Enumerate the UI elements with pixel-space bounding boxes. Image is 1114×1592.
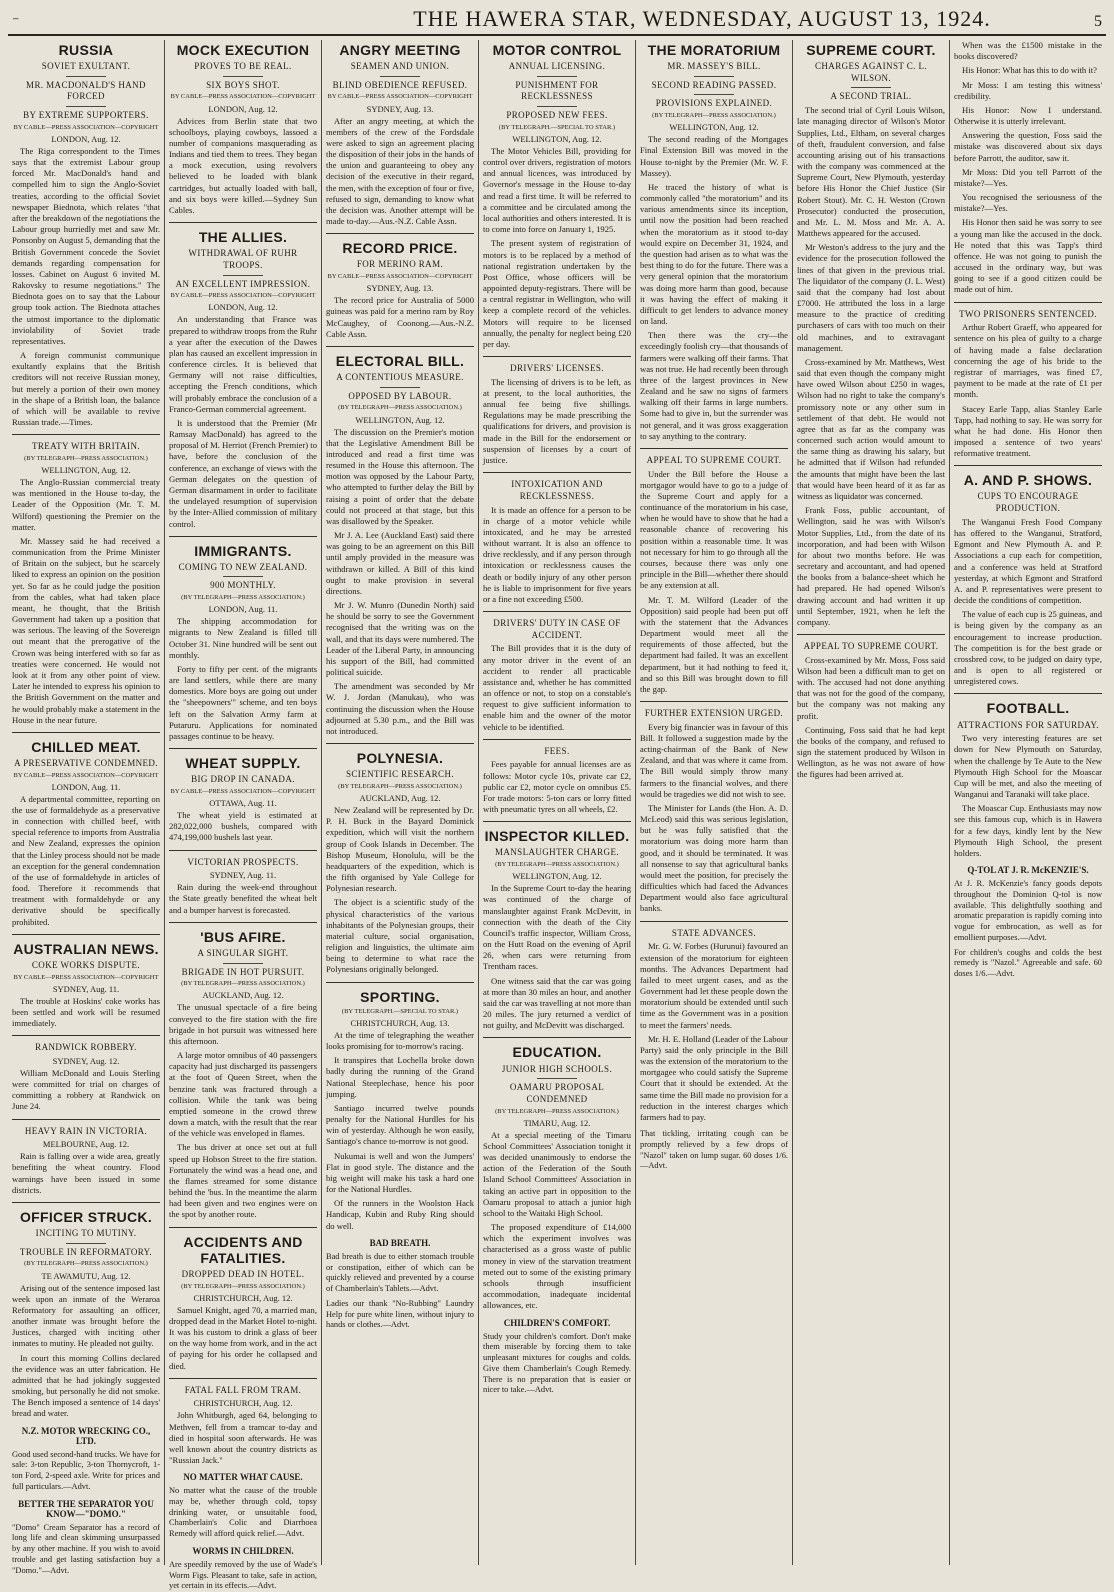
column-6 (793, 40, 950, 1565)
deck-divider (223, 963, 263, 964)
article-subheading: SOVIET EXULTANT. (41, 61, 131, 72)
article-subheading: OAMARU PROPOSAL CONDEMNED (509, 1082, 605, 1104)
wire-credit: BY CABLE—PRESS ASSOCIATION—COPYRIGHT (327, 273, 473, 281)
article-paragraph: It is understood that the Premier (Mr Ramsay MacDonald) has agreed to the proposal of M. Herriot (French Premier) to have, before the conclusion of the conference, an exchange of views with the German delegates on the question of German disarmament in order to facilitate the undelayed resumption of supervision by the Inter-Allied commission of military control. (169, 417, 317, 529)
advertisement-text: Bad breath is due to either stomach trouble or constipation, either of which can be quickly relieved and prevented by a course of Chamberlain's Tablets.—Advt. (326, 1251, 474, 1294)
wire-credit: BY CABLE—PRESS ASSOCIATION—COPYRIGHT (13, 973, 159, 981)
article-paragraph: Under the Bill before the House a mortgagor would have to go to a judge of the Supreme Court and apply for a continuance of the moratorium in his case, when he would have to show that he had a reasonable chance of recovering his position within a reasonable time. It was not necessary for him to go through all the courses, because there was only one principle in the Bill—whether there should be any extension at all. (640, 468, 788, 591)
article-subheading: DROPPED DEAD IN HOTEL. (181, 1268, 305, 1279)
dateline: LONDON, Aug. 11. (208, 604, 278, 615)
article-paragraph: After an angry meeting, at which the members of the crew of the Fordsdale were asked to sign an agreement placing the disposition of their jobs in the hands of the union and guaranteeing to obey any decision of the executive in their regard, the men, with the exception of four or five, refused to sign, demanding to know what the decision was. Another attempt will be made to-day.—Aus.-N.Z. Cable Assn. (326, 115, 474, 227)
advertisement-text: At J. R. McKenzie's fancy goods depots throughout the Dominion Q-tol is now available. This delightfully soothing and aromatic preparation is rapidly coming into vogue for embrocation, as well as for emollient purposes.—Advt. (954, 879, 1102, 942)
article-paragraph: The Wanganui Fresh Food Company has offered to the Wanganui, Stratford, Egmont and New Plymouth A. and P. Associations a cup each for competition, and a conference was held at Stratford yesterday, at which Egmont and Stratford A. and P. representatives were present to decide the conditions of competition. (954, 516, 1102, 606)
article (169, 1378, 317, 1467)
advertisement-title: WORMS IN CHILDREN. (192, 1545, 294, 1556)
masthead-title: THE HAWERA STAR, WEDNESDAY, AUGUST 13, 1924. (413, 6, 991, 31)
article (326, 346, 474, 737)
wire-credit: BY CABLE—PRESS ASSOCIATION—COPYRIGHT (13, 771, 159, 779)
article-paragraph: His Honor: Now I understand. Otherwise it is utterly irrelevant. (954, 104, 1102, 127)
article-subheading: HEAVY RAIN IN VICTORIA. (24, 1125, 148, 1136)
article-headline: RUSSIA (58, 42, 114, 58)
article-paragraph: Stacey Earle Tapp, alias Stanley Earle Tapp, had nothing to say. He was sorry for what he had done. His Honor then imposed a sentence of two years' reformative treatment. (954, 403, 1102, 459)
article-paragraph: Frank Foss, public accountant, of Wellington, said he was with Wilson's Motor Supplies, Ltd., from the date of its incorporation, and had been with Wilson for about two months before. He was secretary and accountant, and had opened the books from a balance-sheet which he had prepared. He had opened Wilson's drawing account and had written it up until September, 1921, when he left the company. (797, 505, 945, 627)
article-paragraph: The Anglo-Russian commercial treaty was mentioned in the House to-day, the Leader of the Opposition (Mr. T. M. Wilford) questioning the Premier on the matter. (12, 477, 160, 532)
article-paragraph: Mr J. A. Lee (Auckland East) said there was going to be an agreement on this Bill until amply provided in the measure was withdrawn or killed. A Bill of this kind ought to make provision in several directions. (326, 530, 474, 596)
wire-credit: (BY TELEGRAPH.—SPECIAL TO STAR.) (341, 1007, 459, 1015)
article-subheading: FATAL FALL FROM TRAM. (184, 1384, 302, 1395)
article-headline: 'BUS AFIRE. (200, 928, 286, 945)
article-paragraph: Of the runners in the Woolston Hack Handicap, Kubin and Ruby Ring should do well. (326, 1198, 474, 1231)
article-paragraph: A departmental committee, reporting on the use of formaldehyde as a preservative in connection with chilled beef, with special reference to imports from Australia and New Zealand, expresses the opinion that the Linley process should not be made an exception for the general condemnation of the use of formaldehyde in articles of food. Therefore it recommends that treatment with formaldehyde or any derivative should be specifically prohibited. (12, 793, 160, 927)
article-paragraph: The value of each cup is 25 guineas, and is being given by the company as an encouragement to increase production. The competition is for the best grade or crossbred cow, to be judged on dairy type, and is open to all registered or unregistered cows. (954, 609, 1102, 687)
article-subheading: TROUBLE IN REFORMATORY. (19, 1246, 153, 1257)
dateline: SYDNEY, Aug. 13. (366, 283, 434, 294)
article-paragraph: Mr. T. M. Wilford (Leader of the Opposition) said people had been put off with the statement that the Advances Department would meet all the requirements of those affected, but the department had failed. It was an excellent department, but it had nothing to feed it, and so this Bill was brought down to fill the gap. (640, 594, 788, 694)
article-paragraph: A foreign communist communique exultantly explains that the British creditors will not receive Russian money, but merely a portion of their own money in the shape of a British loan, the balance of which will be available to revive Russian trade.—Times. (12, 350, 160, 428)
article-paragraph: It is made an offence for a person to be in charge of a motor vehicle while intoxicated, and he may be arrested without warrant. It is also an offence to drive recklessly, and if any person through intoxication or recklessness causes the death or bodily injury of any other person he is liable to imprisonment for five years or a fine not exceeding £500. (483, 504, 631, 604)
wire-credit: (BY TELEGRAPH—PRESS ASSOCIATION.) (338, 782, 462, 790)
deck-divider (66, 106, 106, 107)
dateline: WELLINGTON, Aug. 12. (512, 871, 602, 882)
article-paragraph: You recognised the seriousness of the mistake?—Yes. (954, 192, 1102, 214)
article-subheading: APPEAL TO SUPREME COURT. (646, 454, 782, 465)
article-paragraph: Mr. H. E. Holland (Leader of the Labour Party) said the only principle in the Bill was the extension of the moratorium to the mortgagee who could satisfy the Supreme Court that it should be extended. At the same time the Bill made no provision for a reduction in the interest charges which farmers had to pay. (640, 1033, 788, 1122)
article (797, 42, 945, 628)
article (169, 222, 317, 530)
advertisement-title: Q-TOL AT J. R. McKENZIE'S. (967, 865, 1089, 876)
dateline: SYDNEY, Aug. 13. (366, 103, 434, 114)
article (12, 934, 160, 1029)
deck-divider (380, 76, 420, 77)
article-paragraph: Arthur Robert Graeff, who appeared for sentence on his plea of guilty to a charge of having made a false declaration concerning the age of his bride to the registrar of marriages, was fined £7, payment to be made at the rate of £1 per month. (954, 322, 1102, 400)
article-subheading: SECOND READING PASSED. (651, 79, 777, 90)
article (954, 302, 1102, 460)
article-paragraph: Two very interesting features are set down for New Plymouth on Saturday, when the challenge by Te Aute to the New Plymouth High School for the Moascar Cup will be met, and also the meeting of Wanganui and Taranaki will take place. (954, 733, 1102, 800)
advertisement-title: CHILDREN'S COMFORT. (503, 1317, 611, 1328)
article-subheading: RANDWICK ROBBERY. (35, 1042, 137, 1053)
article (640, 921, 788, 1123)
article-paragraph: Mr Weston's address to the jury and the evidence for the prosecution followed the lines of that given in the previous trial. The liquidator of the company (J. L. West) said that the company had lost about £7000. He attributed the loss in a large measure to the practice of crediting purchasers of cars with too much on their old machines, and to extravagant management. (797, 242, 945, 353)
article-paragraph: The Moascar Cup. Enthusiasts may now see this famous cup, which is in Hawera for a few days, kindly lent by the New Plymouth High School, the present holders. (954, 803, 1102, 858)
article-subheading: DRIVERS' DUTY IN CASE OF ACCIDENT. (493, 618, 621, 640)
article-paragraph: Mr Moss: Did you tell Parrott of the mistake?—Yes. (954, 166, 1102, 188)
article-paragraph: He traced the history of what is commonly called "the moratorium" and its various amendments since its inception, until now the position had been reached when the moratorium as it stood to-day would expire on December 31, 1924, and the question had arisen as to what was the best thing to do for the future. There was a very general opinion that the moratorium was doing more harm than good, because it was having the effect of making it difficult to get lenders to advance money on land. (640, 181, 788, 327)
article-headline: INSPECTOR KILLED. (484, 828, 630, 845)
article-subheading: SEAMEN AND UNION. (350, 61, 450, 72)
article-paragraph: The second reading of the Mortgages Final Extension Bill was moved in the House to-night by the Premier (Mr. W. F. Massey). (640, 134, 788, 178)
article (640, 701, 788, 915)
article-paragraph: The record price for Australia of 5000 guineas was paid for a merino ram by Roy McCaughey, of Coonong.—Aus.-N.Z. Cable Assn. (326, 295, 474, 339)
column-7 (950, 40, 1106, 1565)
masthead (8, 6, 1106, 36)
article-paragraph: The bus driver at once set out at full speed up Hobson Street to the fire station. Fortunately the wind was a head one, and the flames streamed for some distance behind the 'bus. In the meantime the alarm had been given and two engines were on the spot by another route. (169, 1142, 317, 1220)
article-subheading: A SECOND TRIAL. (830, 91, 912, 102)
article-paragraph: An understanding that France was prepared to withdraw troops from the Ruhr a year after the execution of the Dawes plan has caused an excellent impression in conference circles. It is believed that Germany will not raise difficulties, accepting the French conditions, which will probably embrace the conclusion of a Franco-German commercial agreement. (169, 314, 317, 414)
dateline: WELLINGTON, Aug. 12. (512, 133, 602, 144)
article-paragraph: In court this morning Collins declared the evidence was an utter fabrication. He admitted that he had jokingly suggested smoking, but personally he did not smoke. The Bench imposed a sentence of 14 days' bread and water. (12, 1352, 160, 1419)
wire-credit: BY CABLE—PRESS ASSOCIATION—COPYRIGHT (170, 93, 316, 101)
article-paragraph: Every big financier was in favour of this Bill. It followed a suggestion made by the acting-chairman of the Bank of New Zealand, and that was where it came from. The Bill would simply throw many farmers to the financial wolves, and there would be tragedies we did not wish to see. (640, 721, 788, 799)
article-subheading: SIX BOYS SHOT. (206, 79, 280, 90)
article (12, 732, 160, 928)
article-headline: ACCIDENTS AND FATALITIES. (183, 1233, 303, 1266)
article-paragraph: Nukumai is well and won the Jumpers' Flat in good style. The distance and the big weight will make his task a hard one for the National Hurdles. (326, 1150, 474, 1195)
article-paragraph: The present system of registration of motors is to be replaced by a method of national registration undertaken by the Post Office, whose officers will be appointed deputy-registrars. There will be a central registrar in Wellington, who will keep a complete record of the vehicles. Motors will require to be licensed annually, the penalty for neglect being £20 per day. (483, 238, 631, 349)
article-subheading: OPPOSED BY LABOUR. (348, 390, 452, 401)
dateline: TIMARU, Aug. 12. (523, 1117, 591, 1128)
wire-credit: BY CABLE—PRESS ASSOCIATION—COPYRIGHT (327, 93, 473, 101)
article-headline: POLYNESIA. (356, 750, 444, 767)
article-paragraph: Mr. Massey said he had received a communication from the Prime Minister of Britain on the subject, but he scarcely liked to express an opinion on the position yet. So far as he could judge the position from the cables, what had taken place meant, he thought, that the British Government had taken up a position that was serious. The leaving of the Sovereign out meant that the prerogative of the Crown was being interfered with so far as treaties were concerned. He would not look at it from any other point of view. Later he intended to express his opinion to the British Government on the matter and he would probably make a statement in the House in the near future. (12, 535, 160, 725)
article-subheading: JUNIOR HIGH SCHOOLS. (501, 1063, 613, 1074)
article (483, 472, 631, 605)
article-subheading: DRIVERS' LICENSES. (510, 363, 604, 374)
article (169, 850, 317, 916)
article (954, 693, 1102, 859)
article-paragraph: Arising out of the sentence imposed last week upon an inmate of the Weraroa Reformatory for assaulting an officer, another inmate was brought before the Justices, charged with inciting other inmates to mutiny. He pleaded not guilty. (12, 1282, 160, 1349)
dateline: CHRISTCHURCH, Aug. 12. (193, 1398, 293, 1409)
article-paragraph: Cross-examined by Mr. Matthews, West said that even though the company might have owed Wilson about £250 in wages, Wilson had no right to take the company's promissory note or any other sum in settlement of that debt. He would not agree that as far as the company was concerned such action would amount to the same thing as drawing his salary, but he admitted that if Wilson had refunded the amounts that might have been the last that would have been heard of it as far as witness as liquidator was concerned. (797, 356, 945, 501)
article-paragraph: A large motor omnibus of 40 passengers capacity had just discharged its passengers at the foot of Queen Street, when the benzine tank was fractured through a collision. While the tank was being emptied someone in the crowd threw down a match, with the result that the rear of the vehicle was enveloped in flames. (169, 1050, 317, 1139)
advertisement-text: Ladies our thank "No-Rubbing" Laundry Help for pure white linen, without injury to hands or clothes.—Advt. (326, 1298, 474, 1330)
article-subheading: MR. MACDONALD'S HAND FORCED (26, 79, 146, 102)
article-paragraph: The Bill provides that it is the duty of any motor driver in the event of an accident to render all practicable assistance and, whether he has committed an offence or not, to stop on a constable's request to give sufficient information to enable him and the owner of the motor vehicle to be identified. (483, 643, 631, 732)
article-paragraph: The discussion on the Premier's motion that the Legislative Amendment Bill be introduced and read a first time was resumed in the House this afternoon. The motion was opposed by the Labour Party, who attempted to further delay the Bill by raising a point of order that the debate could not proceed at that stage, but this was disallowed by the Speaker. (326, 426, 474, 526)
article-subheading: STATE ADVANCES. (671, 927, 757, 938)
wire-credit: (BY TELEGRAPH—PRESS ASSOCIATION.) (24, 1260, 148, 1268)
article-headline: ANGRY MEETING (339, 42, 461, 58)
article-paragraph: The amendment was seconded by Mr W. J. Jordan (Manukau), who was continuing the discussion when the House adjourned at 5.30 p.m., and the Bill was not introduced. (326, 681, 474, 736)
article-subheading: BLIND OBEDIENCE REFUSED. (332, 79, 468, 90)
dateline: TE AWAMUTU, Aug. 12. (41, 1270, 131, 1281)
article-subheading: COKE WORKS DISPUTE. (31, 959, 141, 970)
article-subheading: ATTRACTIONS FOR SATURDAY. (957, 719, 1099, 730)
article-paragraph: His Honor: What has this to do with it? (962, 65, 1097, 76)
dateline: LONDON, Aug. 11. (51, 781, 121, 792)
article-paragraph: The licensing of drivers is to be left, as at present, to the local authorities, the annual fee being five shillings. Regulations may be made prescribing the qualifications for drivers, and provision is made in the Bill for the endorsement or suspension of licenses by a court of justice. (483, 376, 631, 465)
article (640, 42, 788, 442)
advertisement-title: BAD BREATH. (369, 1237, 431, 1248)
article (483, 356, 631, 466)
article-paragraph: The Riga correspondent to the Times says that the extremist Labour group forced Mr. MacDonald's hand and compelled him to sign the Anglo-Soviet treaties, according to the official Soviet newspaper Biednota, which relates "that after the breakdown of the negotiations the Labour group hurriedly met and saw Mr. Ponsonby on August 5, demanding that the British Government concede the Soviet demands regarding compensation for losses. Cabinet on August 6 invited M. Rakovsky to resume negotiations." The Biednota goes on to say that the Labour group took action. The Biednota attaches the utmost importance to the diplomatic inviolability of Soviet trade representatives. (12, 145, 160, 346)
advertisement-text: Study your children's comfort. Don't make them miserable by forcing them to take unpleasant mixtures for coughs and colds. Give them Chamberlain's Cough Remedy. There is no preparation that is easier or nicer to take.—Advt. (483, 1331, 631, 1395)
article-paragraph: Samuel Knight, aged 70, a married man, dropped dead in the Market Hotel to-night. It was his custom to drink a glass of beer on the way home from work, and in the act of paying for his order he collapsed and died. (169, 1304, 317, 1371)
article-subheading: TWO PRISONERS SENTENCED. (959, 308, 1097, 319)
article (12, 1119, 160, 1196)
dateline: AUCKLAND, Aug. 12. (359, 793, 441, 804)
article-subheading: WITHDRAWAL OF RUHR TROOPS. (188, 248, 298, 270)
dateline: WELLINGTON, Aug. 12. (355, 414, 445, 425)
article (797, 634, 945, 781)
article (483, 1037, 631, 1311)
article-paragraph: At a special meeting of the Timaru School Committees' Association tonight it was decided unanimously to endorse the action of the Federation of the South Island School Committees' Association in taking an active part in opposition to the Oamaru proposal to attach a junior high school to the Waitaki High School. (483, 1129, 631, 1218)
article-subheading: FOR MERINO RAM. (356, 259, 444, 270)
wire-credit: (BY TELEGRAPH—PRESS ASSOCIATION.) (181, 980, 305, 988)
column-4 (479, 40, 636, 1565)
article-subheading: FURTHER EXTENSION URGED. (644, 708, 784, 719)
article-headline: OFFICER STRUCK. (19, 1209, 153, 1225)
article (169, 42, 317, 216)
article (483, 611, 631, 733)
article-subheading: SCIENTIFIC RESEARCH. (345, 769, 454, 780)
article-headline: THE MORATORIUM (647, 42, 781, 58)
article-headline: WHEAT SUPPLY. (185, 755, 301, 772)
deck-divider (537, 1078, 577, 1079)
article (12, 434, 160, 726)
wire-credit: BY CABLE—PRESS ASSOCIATION—COPYRIGHT (13, 123, 159, 131)
article (169, 922, 317, 1221)
article-paragraph: The wheat yield is estimated at 282,022,000 bushels, compared with 474,199,000 bushels last year. (169, 810, 317, 843)
article-subheading: PUNISHMENT FOR RECKLESSNESS (515, 79, 599, 102)
article-paragraph: The second trial of Cyril Louis Wilson, late managing director of Wilson's Motor Supplies, Ltd., Eltham, on several charges of theft, fraudulent conversion, and false accounting arising out of his transactions with the company was commenced at the Supreme Court, New Plymouth, yesterday before His Honor the Chief Justice (Sir Robert Stout). Mr. C. H. Weston (Crown Prosecutor) conducted the prosecution, and Mr. L. M. Moss and Mr. A. A. Matthews appeared for the accused. (797, 105, 945, 239)
article (169, 748, 317, 843)
dateline: SYDNEY, Aug. 11. (52, 983, 120, 994)
deck-divider (66, 76, 106, 77)
article (483, 739, 631, 816)
article-subheading: COMING TO NEW ZEALAND. (178, 561, 308, 572)
article-paragraph: Rain during the week-end throughout the State greatly benefited the wheat belt and a bumper harvest is forecasted. (169, 882, 317, 915)
article (326, 982, 474, 1232)
advertisement-title: NO MATTER WHAT CAUSE. (183, 1472, 303, 1483)
article-paragraph: Santiago incurred twelve pounds penalty for the National Hurdles for his win of yesterday. Although he won easily, Santiago's chance to-morrow is not good. (326, 1102, 474, 1147)
deck-divider (223, 76, 263, 77)
article-subheading: A PRESERVATIVE CONDEMNED. (14, 757, 158, 768)
wire-credit: BY CABLE—PRESS ASSOCIATION—COPYRIGHT (170, 292, 316, 300)
article-subheading: INTOXICATION AND RECKLESSNESS. (511, 479, 603, 501)
masthead-ornament: ⁻ (12, 15, 20, 30)
article-subheading: FEES. (544, 745, 570, 756)
article-subheading: BY EXTREME SUPPORTERS. (23, 110, 149, 121)
advertisement-title: N.Z. MOTOR WRECKING CO., LTD. (21, 1425, 151, 1446)
column-1 (8, 40, 165, 1575)
dateline: SYDNEY, Aug. 11. (209, 870, 277, 881)
article-subheading: AN EXCELLENT IMPRESSION. (175, 278, 311, 289)
article-headline: SUPREME COURT. (806, 42, 936, 58)
article-paragraph: Continuing, Foss said that he had kept the books of the company, and refused to sign the statement produced by Wilson in Wellington, as he was not aware of how the figures had been arrived at. (797, 724, 945, 780)
article-headline: ELECTORAL BILL. (335, 352, 465, 369)
dateline: LONDON, Aug. 12. (51, 133, 121, 144)
article-paragraph: Mr J. W. Munro (Dunedin North) said he should be sorry to see the Government recognised that the writing was on the wall, and that its days were numbered. The Leader of the Liberal Party, in announcing his support of the Bill, had committed political suicide. (326, 600, 474, 678)
dateline: SYDNEY, Aug. 12. (52, 1055, 120, 1066)
article-paragraph: When was the £1500 mistake in the books discovered? (954, 40, 1102, 62)
advertisement-text: That tickling, irritating cough can be promptly relieved by a few drops of "Nazol" taken on lump sugar. 60 doses 1/6.—Advt. (640, 1129, 788, 1171)
article-subheading: MANSLAUGHTER CHARGE. (494, 847, 619, 858)
wire-credit: (BY TELEGRAPH—PRESS ASSOCIATION.) (652, 112, 776, 120)
wire-credit: (BY TELEGRAPH—PRESS ASSOCIATION.) (24, 454, 148, 462)
article-paragraph: Answering the question, Foss said the mistake was discovered about six days before Parrott, the auditor, saw it. (954, 130, 1102, 163)
dateline: LONDON, Aug. 12. (208, 302, 278, 313)
page-number: 5 (1094, 13, 1102, 30)
dateline: CHRISTCHURCH, Aug. 12. (193, 1292, 293, 1303)
dateline: WELLINGTON, Aug. 12. (669, 122, 759, 133)
article (326, 42, 474, 227)
deck-divider (66, 1243, 106, 1244)
advertisement-title: BETTER THE SEPARATOR YOU KNOW—"DOMO." (18, 1498, 154, 1519)
article-paragraph: In the Supreme Court to-day the hearing was continued of the charge of manslaughter against Frank McDevitt, in connection with the death of the City Council's traffic inspector, William Cross, on the Hutt Road on the evening of April 26, when cars were returning from Trentham races. (483, 883, 631, 972)
advertisement-text: "Domo" Cream Separator has a record of long life and clean skimming unsurpassed by any other machine. If you wish to avoid trouble and get lasting satisfaction buy a "Domo."—Advt. (12, 1522, 160, 1575)
article (169, 1227, 317, 1372)
article-paragraph: The proposed expenditure of £14,000 which the experiment involves was characterised as a gross waste of public money in view of the starvation treatment meted out to some of the existing primary schools through insufficient accommodation, inadequate incidental allowances, etc. (483, 1222, 631, 1311)
article (12, 1035, 160, 1112)
article (954, 465, 1102, 687)
article-paragraph: It transpires that Lochella broke down badly during the running of the Grand National Steeplechase, hence his poor jumping. (326, 1055, 474, 1099)
article-paragraph: His Honor then said he was sorry to see a young man like the accused in the dock. He noted that this was Tapp's third offence. He was not going to punish the accused in the ordinary way, but was going to see if a good citizen could be made out of him. (954, 217, 1102, 295)
article-headline: CHILLED MEAT. (31, 738, 141, 755)
deck-divider (851, 87, 891, 88)
article-subheading: CHARGES AGAINST C. L. WILSON. (815, 61, 927, 83)
article-subheading: PROPOSED NEW FEES. (506, 110, 608, 121)
article-subheading: A CONTENTIOUS MEASURE. (336, 372, 464, 382)
dateline: MELBOURNE, Aug. 12. (42, 1139, 130, 1150)
article-paragraph: Cross-examined by Mr. Moss, Foss said Wilson had been a difficult man to get on with. The accused had not done anything that was not for the good of the company, but the company was not making any profit. (797, 654, 945, 721)
advertisement-text: No matter what the cause of the trouble may be, whether through cold, topsy drinking water, or unsuitable food, Chamberlain's Colic and Diarrhoea Remedy will afford quick relief.—Advt. (169, 1486, 317, 1539)
deck-divider (694, 76, 734, 77)
article-headline: FOOTBALL. (986, 700, 1070, 717)
article-paragraph: Fees payable for annual licenses are as follows: Motor cycle 10s, private car £2, public car £2, motor cycle on omnibus £5. For trade motors: 5-ton cars or lorry fitted with pneumatic tyres on all wheels, £2. (483, 759, 631, 815)
article-paragraph: New Zealand will be represented by Dr. P. H. Buck in the Bayard Dominick expedition, which will visit the northern group of Cook Islands in December. The Bishop Museum, Honolulu, will be the headquarters of the expedition, which is the fifth organised by Yale College for Polynesian research. (326, 805, 474, 894)
article-paragraph: At the time of telegraphing the weather looks promising for to-morrow's racing. (326, 1029, 474, 1052)
article (326, 233, 474, 340)
article-headline: MOCK EXECUTION (176, 42, 310, 58)
article-paragraph: Advices from Berlin state that two schoolboys, playing cowboys, lassoed a number of companions masquerading as Indians and tied them to trees. They began a mock execution, using revolvers believed to be loaded with blank cartridges, but actually loaded with ball, and six boys were killed.—Sydney Sun Cables. (169, 115, 317, 215)
article-headline: EDUCATION. (512, 1044, 602, 1061)
article-subheading: BRIGADE IN HOT PURSUIT. (181, 966, 305, 977)
wire-credit: (BY TELEGRAPH.—SPECIAL TO STAR.) (498, 123, 616, 131)
wire-credit: (BY TELEGRAPH—PRESS ASSOCIATION.) (181, 594, 305, 602)
wire-credit: (BY TELEGRAPH—PRESS ASSOCIATION.) (181, 1282, 305, 1290)
column-3 (322, 40, 479, 1565)
article (640, 448, 788, 695)
article-subheading: PROVES TO BE REAL. (194, 61, 292, 72)
columns (8, 40, 1106, 1591)
article-paragraph: The Motor Vehicles Bill, providing for control over drivers, registration of motors and annual licences, was introduced by Governor's message in the House to-day and read a first time. It will be referred to a committee and be circulated among the local authorities and others interested. It is to come into force on January 1, 1925. (483, 145, 631, 235)
deck-divider (223, 576, 263, 577)
article (12, 42, 160, 428)
article-headline: MOTOR CONTROL (492, 42, 622, 58)
article-headline: RECORD PRICE. (342, 240, 458, 257)
dateline: OTTAWA, Aug. 11. (209, 798, 277, 809)
deck-divider (537, 76, 577, 77)
article-subheading: 900 MONTHLY. (210, 580, 276, 591)
article-subheading: A SINGULAR SIGHT. (197, 947, 289, 958)
article-paragraph: The Minister for Lands (the Hon. A. D. McLeod) said this was serious legislation, but he was fully satisfied that the moratorium was doing more harm than good, and it should be terminated. It was all nonsense to say that agricultural banks would meet the position, for precisely the difficulties which had faced the Advances Department would also face agricultural banks. (640, 802, 788, 914)
article (12, 1202, 160, 1420)
deck-divider (694, 94, 734, 95)
article-subheading: CUPS TO ENCOURAGE PRODUCTION. (977, 491, 1079, 514)
article (483, 42, 631, 350)
article-paragraph: Mr Moss: I am testing this witness' credibility. (954, 79, 1102, 101)
advertisement-text: Are speedily removed by the use of Wade's Worm Figs. Pleasant to take, safe in action, yet certain in its effects.—Advt. (169, 1559, 317, 1591)
article-headline: IMMIGRANTS. (194, 542, 292, 559)
article-paragraph: The trouble at Hoskins' coke works has been settled and work will be resumed immediately. (12, 995, 160, 1029)
dateline: WELLINGTON, Aug. 12. (41, 465, 131, 476)
dateline: AUCKLAND, Aug. 12. (202, 990, 284, 1001)
article-paragraph: John Whitburgh, aged 64, belonging to Methven, fell from a tramcar to-day and died in hospital soon afterwards. He was well known about the country districts as "Russian Jack." (169, 1410, 317, 1466)
article-paragraph: Rain is falling over a wide area, greatly benefiting the wheat country. Flood warnings have been issued in some districts. (12, 1151, 160, 1195)
advertisement-text: Good used second-hand trucks. We have for sale: 3-ton Republic, 3-ton Thornycroft, 1-ton Ford, 2-speed axle. Write for prices and full particulars.—Advt. (12, 1449, 160, 1491)
article-headline: THE ALLIES. (198, 229, 288, 246)
article-subheading: VICTORIAN PROSPECTS. (187, 856, 299, 867)
article-paragraph: One witness said that the car was going at more than 30 miles an hour, and another said the car was travelling at not more than 20 miles. The jury returned a verdict of not guilty, and McDevitt was discharged. (483, 975, 631, 1031)
article-subheading: APPEAL TO SUPREME COURT. (803, 641, 939, 652)
deck-divider (380, 387, 420, 388)
article-paragraph: The unusual spectacle of a fire being conveyed to the fire station with the fire brigade in hot pursuit was witnessed here this afternoon. (169, 1002, 317, 1046)
article-headline: AUSTRALIAN NEWS. (13, 940, 159, 957)
article-headline: SPORTING. (360, 988, 440, 1005)
deck-divider (223, 275, 263, 276)
article-paragraph: The object is a scientific study of the physical characteristics of the various inhabitants of the Polynesian groups, their material culture, social organisation, religion and linguistics, the ultimate aim being to determine to what race the Polynesians originally belonged. (326, 897, 474, 975)
article-paragraph: Mr. G. W. Forbes (Hurunui) favoured an extension of the moratorium for eighteen months. The Advances Department had failed to meet urgent cases, and as the Government had let these people down the moratorium should be extended until such time as the Government was in a position to meet the farmers' needs. (640, 941, 788, 1030)
article-subheading: PROVISIONS EXPLAINED. (655, 98, 773, 109)
article-paragraph: William McDonald and Louis Sterling were committed for trial on charges of committing a robbery at Randwick on June 24. (12, 1067, 160, 1112)
wire-credit: (BY TELEGRAPH—PRESS ASSOCIATION.) (495, 1107, 619, 1115)
wire-credit: (BY TELEGRAPH—PRESS ASSOCIATION.) (495, 861, 619, 869)
article-paragraph: The shipping accommodation for migrants to New Zealand is filled till October 31. Nine hundred will be sent out monthly. (169, 616, 317, 660)
article-paragraph: Forty to fifty per cent. of the migrants are land settlers, while there are many domestics. More boys are going out under the "sheepowners'" scheme, and ten boys left on the Salvation Army farm at Putaruru. Applications for nominated passages continue to be heavy. (169, 663, 317, 741)
article-subheading: MR. MASSEY'S BILL. (667, 61, 761, 72)
wire-credit: BY CABLE—PRESS ASSOCIATION—COPYRIGHT (170, 787, 316, 795)
article (483, 821, 631, 1031)
advertisement-text: For children's coughs and colds the best remedy is "Nazol." Agreeable and safe. 60 doses 1/6.—Advt. (954, 947, 1102, 979)
article-subheading: TREATY WITH BRITAIN. (31, 441, 140, 452)
article-headline: A. AND P. SHOWS. (963, 472, 1093, 489)
column-5 (636, 40, 793, 1565)
article (954, 40, 1102, 296)
article-subheading: INCITING TO MUTINY. (35, 1228, 137, 1239)
dateline: CHRISTCHURCH, Aug. 13. (350, 1017, 450, 1028)
column-2 (165, 40, 322, 1591)
article-paragraph: Then there was the cry—the exceedingly foolish cry—that thousands of farmers were walking off their farms. That was not true. He had recently been through three of the largest provinces in New Zealand and he saw no signs of farmers walking off their farms in large numbers. Some had to give in, but the surrender was not general, and it was gross exaggeration to say anything to the contrary. (640, 330, 788, 441)
deck-divider (537, 106, 577, 107)
article (326, 743, 474, 975)
dateline: LONDON, Aug. 12. (208, 103, 278, 114)
article-subheading: ANNUAL LICENSING. (508, 61, 606, 72)
article (169, 536, 317, 742)
wire-credit: (BY TELEGRAPH—PRESS ASSOCIATION.) (338, 404, 462, 412)
article-subheading: BIG DROP IN CANADA. (191, 774, 295, 785)
